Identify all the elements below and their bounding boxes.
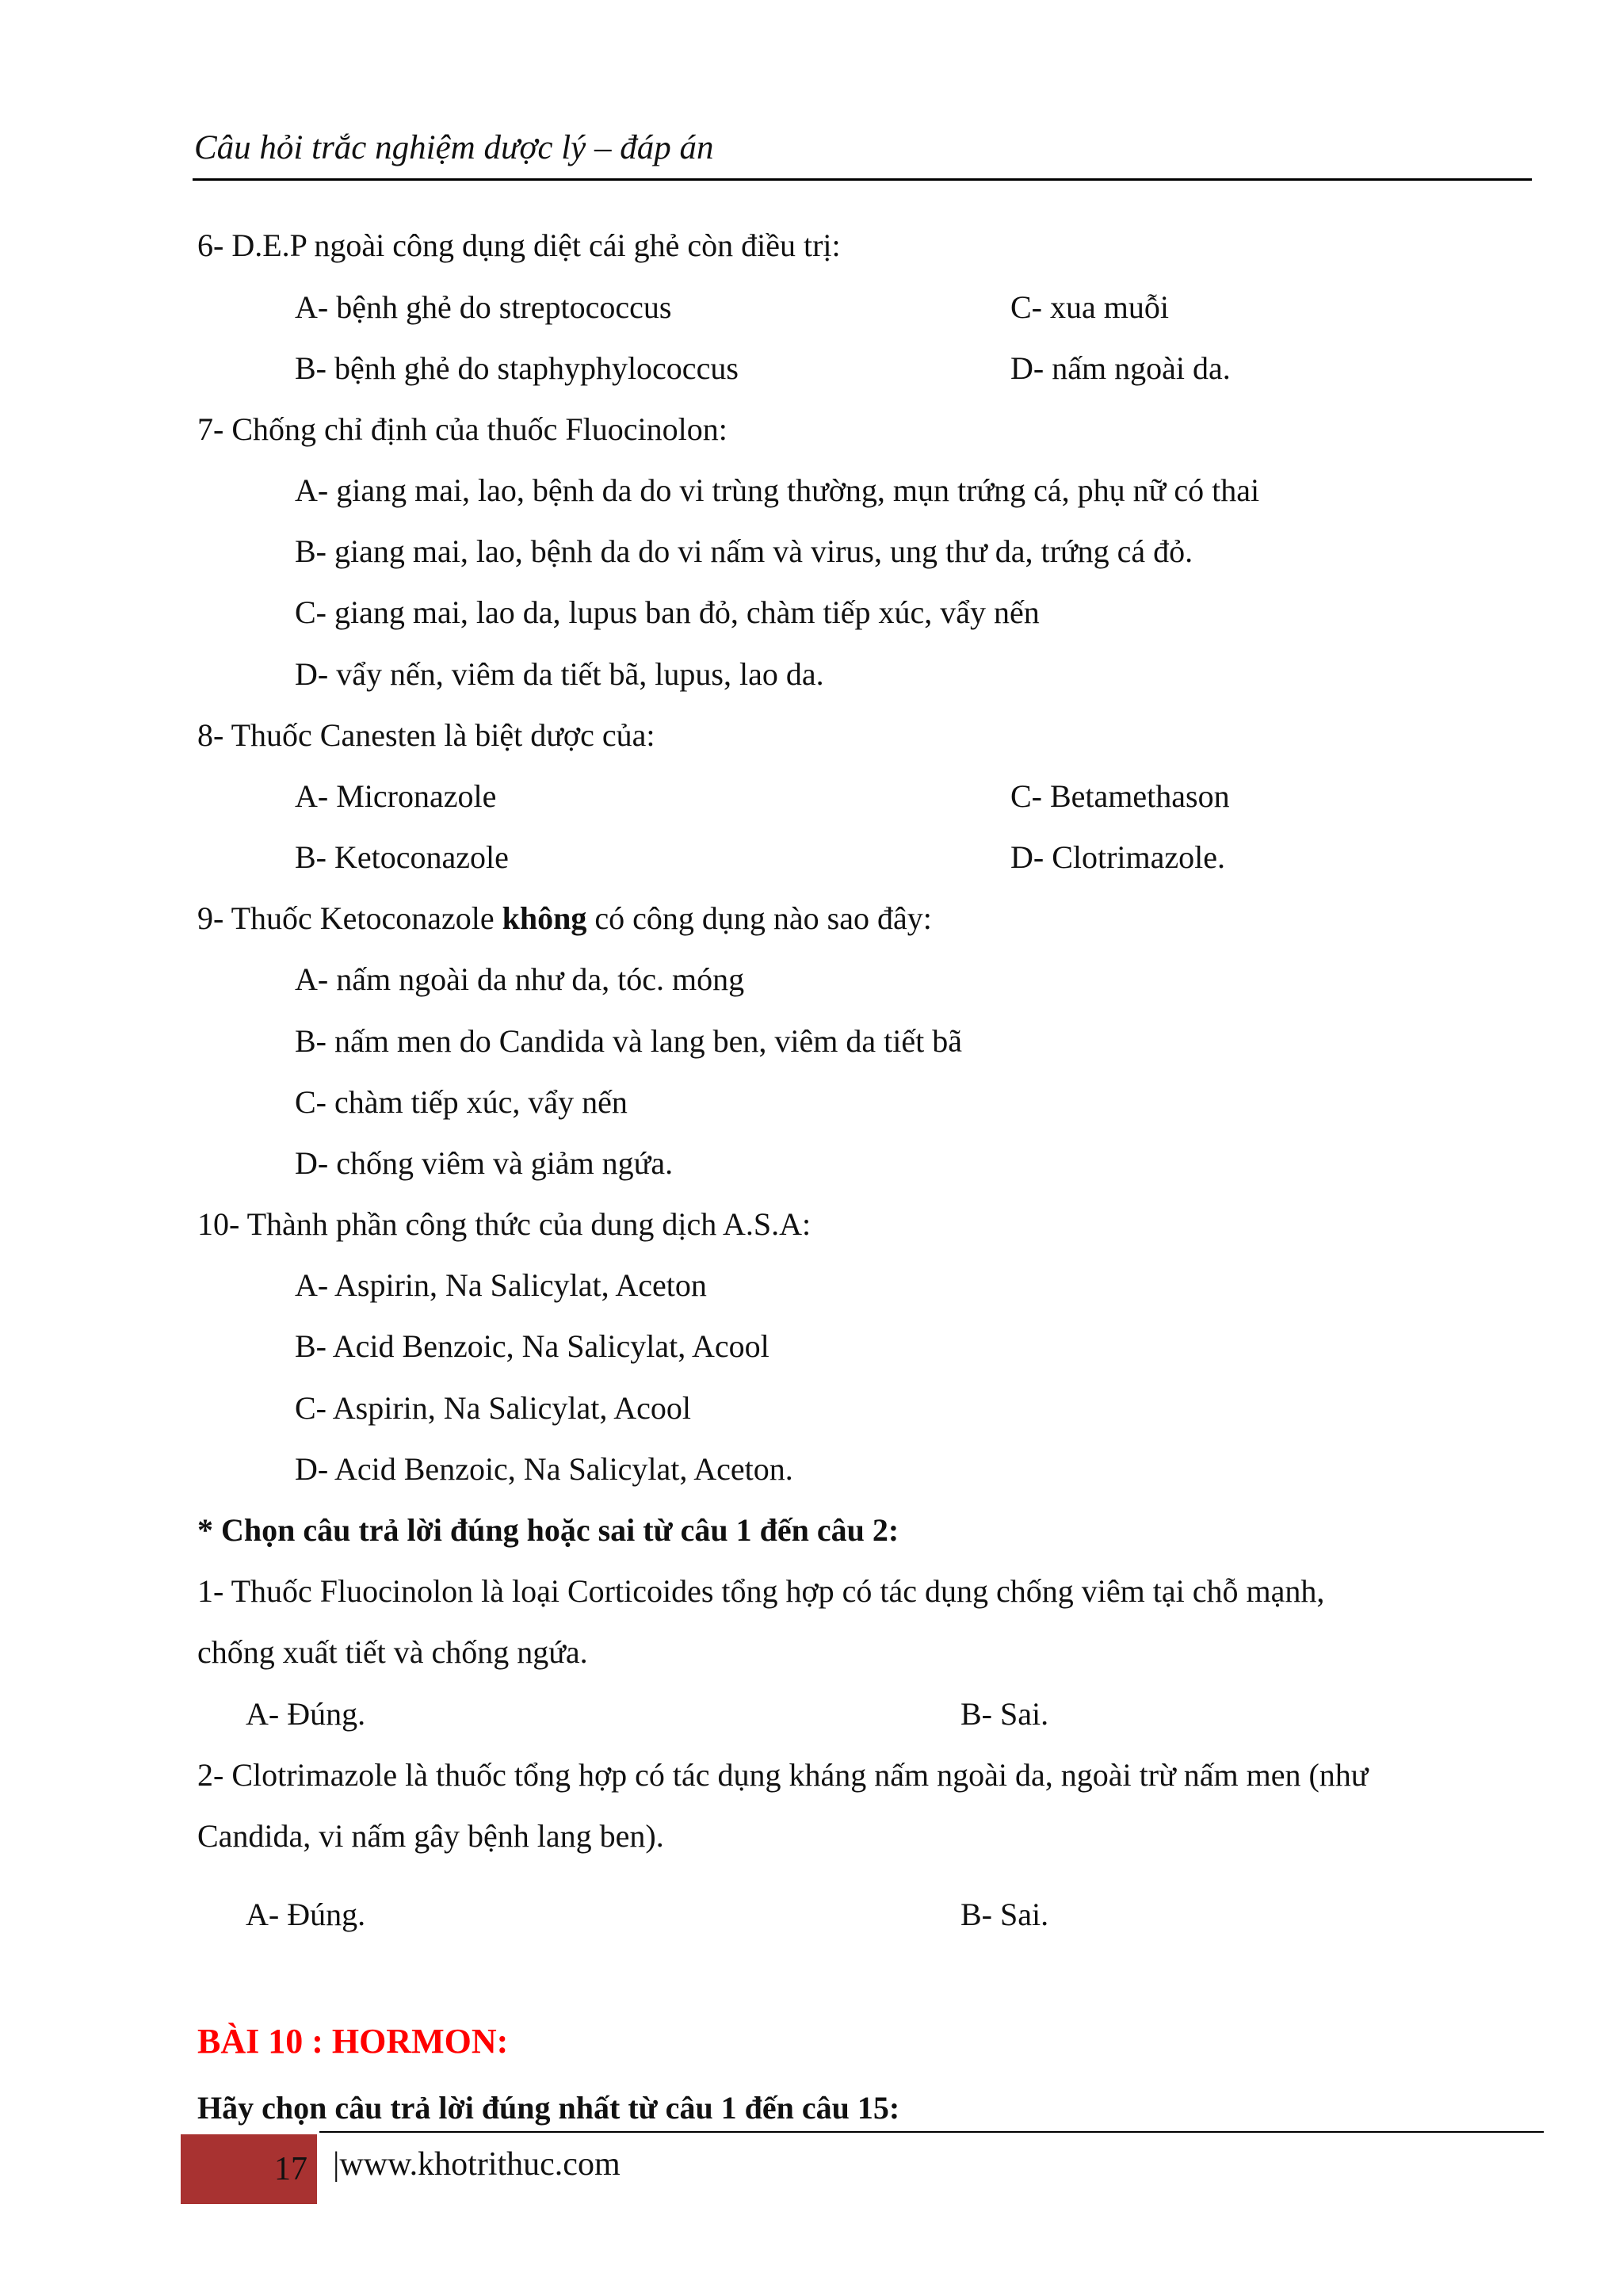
question-10-option-d: D- Acid Benzoic, Na Salicylat, Aceton. bbox=[295, 1451, 793, 1487]
question-8-stem: 8- Thuốc Canesten là biệt dược của: bbox=[197, 717, 655, 753]
header-divider bbox=[193, 178, 1532, 181]
document-title: Câu hỏi trắc nghiệm dược lý – đáp án bbox=[194, 129, 714, 166]
question-6-option-d: D- nấm ngoài da. bbox=[1010, 350, 1231, 386]
section-instruction: Hãy chọn câu trả lời đúng nhất từ câu 1 đến câu 15: bbox=[197, 2090, 900, 2126]
question-6-option-c: C- xua muỗi bbox=[1010, 289, 1169, 325]
tf-item-1-line-2: chống xuất tiết và chống ngứa. bbox=[197, 1634, 588, 1670]
question-9-stem-start: 9- Thuốc Ketoconazole bbox=[197, 900, 502, 936]
tf-item-1-option-b: B- Sai. bbox=[960, 1696, 1049, 1732]
question-9-stem-end: có công dụng nào sao đây: bbox=[586, 900, 932, 936]
section-title: BÀI 10 : HORMON: bbox=[197, 2022, 509, 2061]
question-9-option-c: C- chàm tiếp xúc, vẩy nến bbox=[295, 1084, 628, 1120]
question-7-stem: 7- Chống chỉ định của thuốc Fluocinolon: bbox=[197, 411, 727, 447]
question-9-stem bbox=[197, 900, 932, 938]
question-9-stem-emphasis: không bbox=[502, 900, 587, 936]
question-8-option-a: A- Micronazole bbox=[295, 778, 497, 814]
question-9-option-b: B- nấm men do Candida và lang ben, viêm da tiết bã bbox=[295, 1023, 962, 1059]
question-7-option-b: B- giang mai, lao, bệnh da do vi nấm và virus, ung thư da, trứng cá đỏ. bbox=[295, 533, 1193, 569]
question-6-option-a: A- bệnh ghẻ do streptococcus bbox=[295, 289, 672, 325]
question-6-option-b: B- bệnh ghẻ do staphyphylococcus bbox=[295, 350, 739, 386]
page-number-text: 17 bbox=[274, 2151, 307, 2187]
tf-item-1-line-1: 1- Thuốc Fluocinolon là loại Corticoides tổng hợp có tác dụng chống viêm tại chỗ mạnh, bbox=[197, 1573, 1325, 1609]
page-number bbox=[181, 2134, 317, 2204]
tf-item-2-line-1: 2- Clotrimazole là thuốc tổng hợp có tác dụng kháng nấm ngoài da, ngoài trừ nấm men (như bbox=[197, 1757, 1369, 1793]
question-9-option-d: D- chống viêm và giảm ngứa. bbox=[295, 1145, 674, 1181]
question-7-option-d: D- vẩy nến, viêm da tiết bã, lupus, lao da. bbox=[295, 656, 824, 692]
question-10-option-c: C- Aspirin, Na Salicylat, Acool bbox=[295, 1390, 691, 1426]
tf-item-2-line-2: Candida, vi nấm gây bệnh lang ben). bbox=[197, 1818, 664, 1854]
question-8-option-d: D- Clotrimazole. bbox=[1010, 839, 1226, 875]
footer-website-link[interactable]: |www.khotrithuc.com bbox=[333, 2146, 621, 2183]
question-9-option-a: A- nấm ngoài da như da, tóc. móng bbox=[295, 961, 745, 997]
true-false-heading: * Chọn câu trả lời đúng hoặc sai từ câu 1 đến câu 2: bbox=[197, 1512, 899, 1548]
question-7-option-a: A- giang mai, lao, bệnh da do vi trùng thường, mụn trứng cá, phụ nữ có thai bbox=[295, 472, 1260, 508]
tf-item-1-option-a: A- Đúng. bbox=[246, 1696, 366, 1732]
question-10-option-a: A- Aspirin, Na Salicylat, Aceton bbox=[295, 1267, 707, 1303]
question-8-option-c: C- Betamethason bbox=[1010, 778, 1230, 814]
question-10-stem: 10- Thành phần công thức của dung dịch A.S.A: bbox=[197, 1206, 812, 1242]
footer-divider bbox=[319, 2131, 1544, 2133]
question-10-option-b: B- Acid Benzoic, Na Salicylat, Acool bbox=[295, 1328, 769, 1364]
question-8-option-b: B- Ketoconazole bbox=[295, 839, 509, 875]
tf-item-2-option-a: A- Đúng. bbox=[246, 1897, 366, 1932]
question-6-stem: 6- D.E.P ngoài công dụng diệt cái ghẻ còn điều trị: bbox=[197, 227, 841, 263]
tf-item-2-option-b: B- Sai. bbox=[960, 1897, 1049, 1932]
question-7-option-c: C- giang mai, lao da, lupus ban đỏ, chàm tiếp xúc, vẩy nến bbox=[295, 594, 1040, 630]
